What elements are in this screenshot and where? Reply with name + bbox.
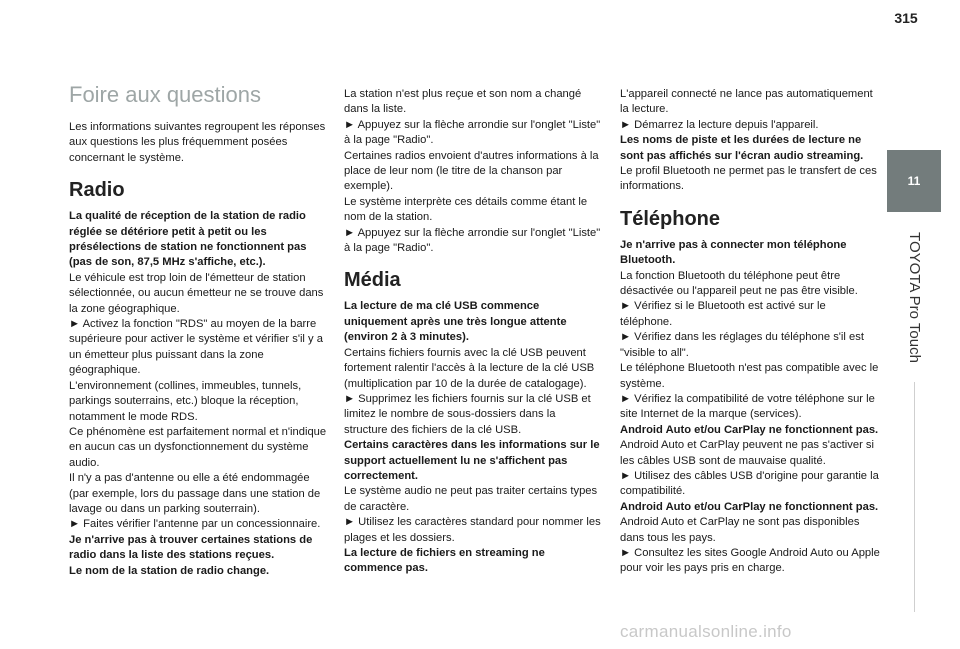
section-heading-media: Média [344,269,401,292]
answer-text: L'environnement (collines, immeubles, tunnels, parkings souterrains, etc.) bloque la réception, notamment le mode RDS. [69,379,302,423]
question: Je n'arrive pas à connecter mon téléphone Bluetooth. [620,238,847,267]
answer-text: Ce phénomène est parfaitement normal et n'indique en aucun cas un dysfonctionnement du système audio. [69,425,327,469]
answer-text: Le téléphone Bluetooth n'est pas compatible avec le système. [620,362,879,390]
action-text: ► Vérifiez la compatibilité de votre téléphone sur le site Internet de la marque (services). [620,392,875,421]
question: Android Auto et/ou CarPlay ne fonctionnent pas. [620,500,879,513]
side-divider [914,382,915,612]
watermark: carmanualsonline.info [620,622,792,641]
action-text: ► Appuyez sur la flèche arrondie sur l'onglet "Liste" à la page "Radio". [344,118,601,147]
answer-text: Le véhicule est trop loin de l'émetteur de station sélectionnée, ou aucun émetteur ne se trouve dans la zone géographique. [69,271,324,315]
question: Certains caractères dans les informations sur le support actuellement lu ne s'affichent pas correctement. [344,439,600,482]
answer-text: La station n'est plus reçue et son nom a changé dans la liste. [344,88,582,116]
question: La qualité de réception de la station de radio réglée se détériore petit à petit ou les présélections de station ne fonctionnent pas (pas de son, 87,5 MHz s'affiche, etc.). [69,210,307,269]
chapter-number: 11 [907,174,921,188]
action-text: ► Consultez les sites Google Android Auto ou Apple pour voir les pays pris en charge. [620,546,880,575]
answer-text: Le profil Bluetooth ne permet pas le transfert de ces informations. [620,165,877,193]
answer-text: Le système audio ne peut pas traiter certains types de caractère. [344,485,598,513]
column-3 [620,87,880,577]
answer-text: La fonction Bluetooth du téléphone peut être désactivée ou l'appareil peut ne pas être visible. [620,269,858,298]
action-text: ► Appuyez sur la flèche arrondie sur l'onglet "Liste" à la page "Radio". [344,226,601,255]
chapter-tab [887,150,941,212]
answer-text: Le système interprète ces détails comme étant le nom de la station. [344,195,588,224]
action-text: ► Vérifiez si le Bluetooth est activé sur le téléphone. [620,300,826,328]
page-title: Foire aux questions [69,82,261,107]
question: La lecture de fichiers en streaming ne commence pas. [344,546,545,575]
answer-text: Certaines radios envoient d'autres informations à la place de leur nom (le titre de la chanson par exemple). [344,149,599,193]
question: La lecture de ma clé USB commence uniquement après une très longue attente (environ 2 à 3 minutes). [344,300,567,344]
chapter-title: TOYOTA Pro Touch [905,231,923,363]
action-text: ► Supprimez les fichiers fournis sur la clé USB et limitez le nombre de sous-dossiers dans la structure des fichiers de la clé USB. [344,392,591,436]
page-number: 315 [894,10,918,26]
column-2 [344,87,602,577]
action-text: ► Utilisez des câbles USB d'origine pour garantie la compatibilité. [620,469,879,498]
section-heading-phone: Téléphone [620,207,721,230]
answer-text: L'appareil connecté ne lance pas automatiquement la lecture. [620,88,873,116]
column-1 [69,82,327,579]
action-text: ► Vérifiez dans les réglages du téléphone s'il est "visible to all". [620,331,864,359]
action-text: ► Utilisez les caractères standard pour nommer les plages et les dossiers. [344,516,601,544]
chapter-title-container [887,212,941,382]
answer-text: Android Auto et CarPlay ne sont pas disponibles dans tous les pays. [620,516,860,544]
question: Android Auto et/ou CarPlay ne fonctionnent pas. [620,423,879,436]
question: Les noms de piste et les durées de lecture ne sont pas affichés sur l'écran audio streaming. [620,134,864,162]
answer-text: Android Auto et CarPlay peuvent ne pas s'activer si les câbles USB sont de mauvaise qualité. [620,439,874,467]
question: Je n'arrive pas à trouver certaines stations de radio dans la liste des stations reçues. [69,533,313,562]
answer-text: Certains fichiers fournis avec la clé USB peuvent fortement ralentir l'accès à la lecture de la clé USB (multiplication par 10 de la durée de catalogage). [344,346,595,390]
answer-text: Il n'y a pas d'antenne ou elle a été endommagée (par exemple, lors du passage dans une station de lavage ou dans un parking souterrain). [69,472,321,515]
intro-text: Les informations suivantes regroupent les réponses aux questions les plus fréquemment posées concernant le système. [69,121,326,164]
section-heading-radio: Radio [69,179,125,202]
question: Le nom de la station de radio change. [69,564,270,577]
action-text: ► Activez la fonction "RDS" au moyen de la barre supérieure pour activer le système et vérifier s'il y a un émetteur plus puissant dans la zone géographique. [69,318,323,377]
action-text: ► Démarrez la lecture depuis l'appareil. [620,118,819,131]
action-text: ► Faites vérifier l'antenne par un concessionnaire. [69,518,321,531]
